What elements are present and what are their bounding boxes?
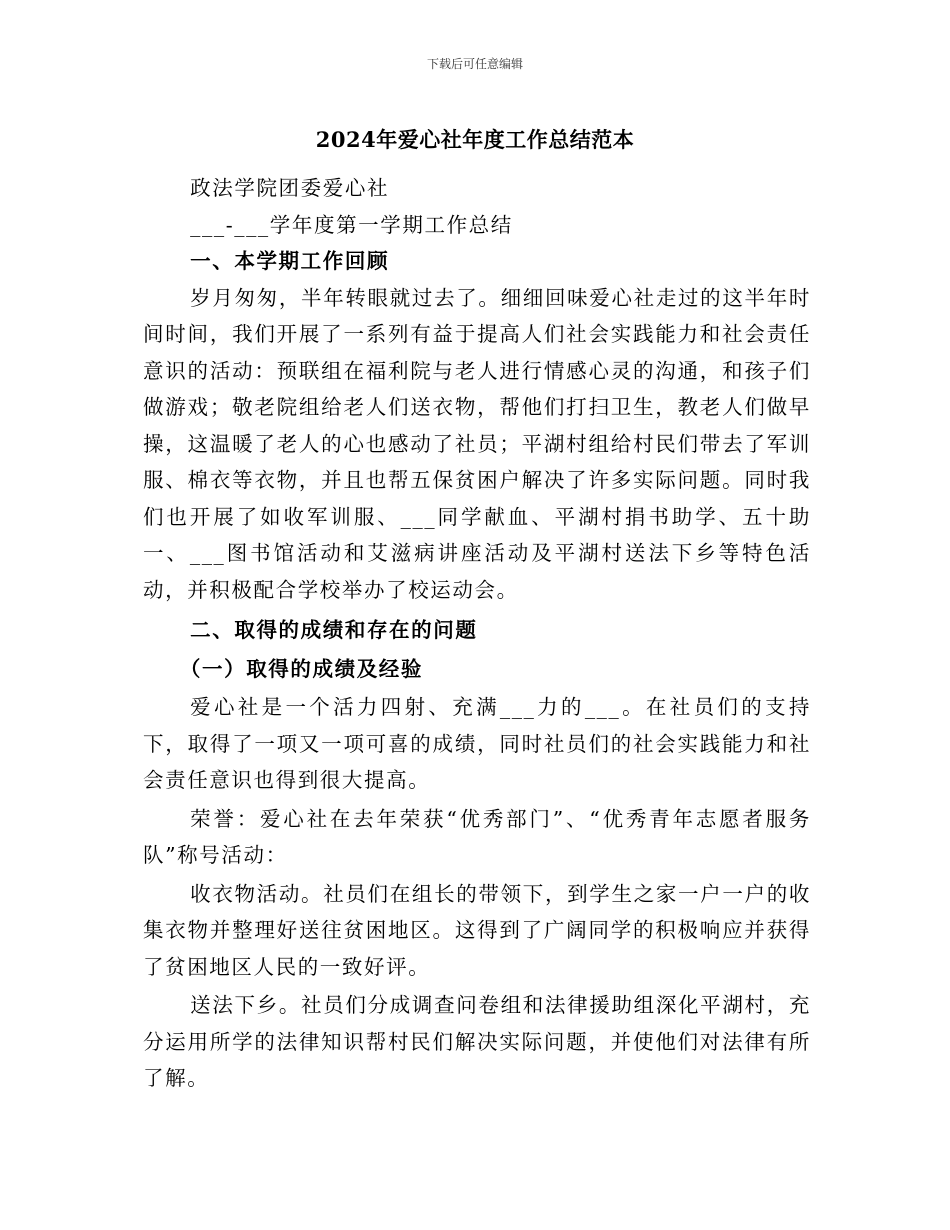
section-heading-review: 一、本学期工作回顾 xyxy=(190,249,390,273)
subsection-heading-achievements: （一）取得的成绩及经验 xyxy=(179,656,423,681)
header-note: 下载后可任意编辑 xyxy=(426,57,523,71)
paragraph-clothing-drive: 收衣物活动。社员们在组长的带领下，到学生之家一户一户的收集衣物并整理好送往贫困地区。这得到了广阔同学的积极响应并获得了贫困地区人民的一致好评。 xyxy=(143,881,811,979)
paragraph-legal-outreach: 送法下乡。社员们分成调查问卷组和法律援助组深化平湖村，充分运用所学的法律知识帮村民们解决实际问题，并使他们对法律有所了解。 xyxy=(143,993,811,1090)
document-title: 2024年爱心社年度工作总结范本 xyxy=(315,127,635,152)
paragraph-achievements: 爱心社是一个活力四射、充满___力的___。在社员们的支持下，取得了一项又一项可喜的成绩，同时社员们的社会实践能力和社会责任意识也得到很大提高。 xyxy=(143,695,811,792)
document-body xyxy=(143,170,811,1097)
term-line: ___-___学年度第一学期工作总结 xyxy=(190,212,513,237)
section-heading-achievements: 二、取得的成绩和存在的问题 xyxy=(190,618,478,642)
paragraph-review: 岁月匆匆，半年转眼就过去了。细细回味爱心社走过的这半年时间时间，我们开展了一系列有益于提高人们社会实践能力和社会责任意识的活动：预联组在福利院与老人进行情感心灵的沟通，和孩子们做游戏；敬老院组给老人们送衣物，帮他们打扫卫生，教老人们做早操，这温暖了老人的心也感动了社员；平湖村组给村民们带去了军训服、棉衣等衣物，并且也帮五保贫困户解决了许多实际问题。同时我们也开展了如收军训服、___同学献血、平湖村捐书助学、五十助一、___图书馆活动和艾滋病讲座活动及平湖村送法下乡等特色活动，并积极配合学校举办了校运动会。 xyxy=(143,285,811,602)
organization-line: 政法学院团委爱心社 xyxy=(190,176,390,200)
paragraph-honors: 荣誉：爱心社在去年荣获“优秀部门”、“优秀青年志愿者服务队”称号活动： xyxy=(143,806,811,867)
